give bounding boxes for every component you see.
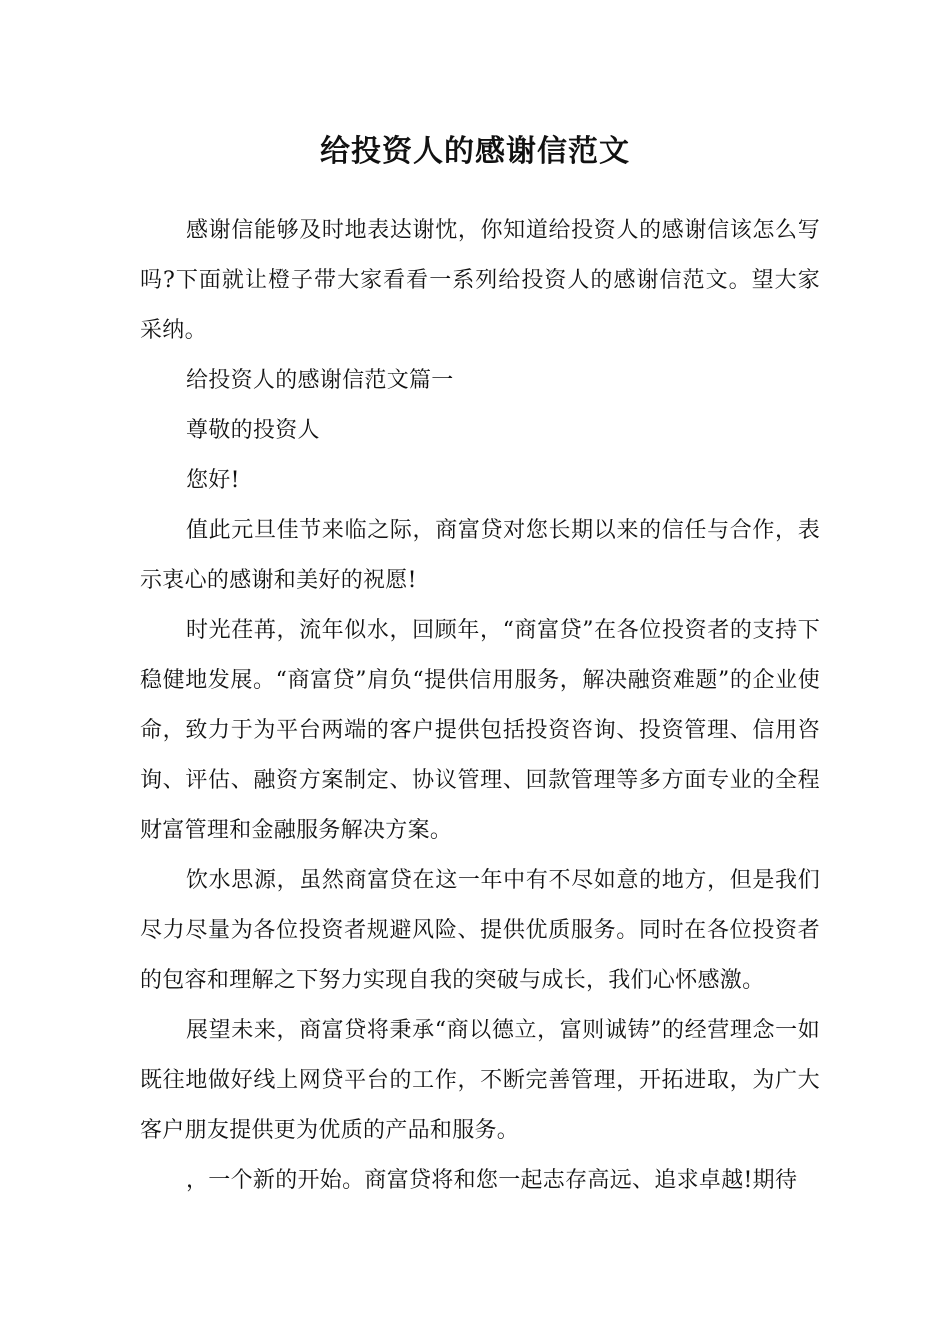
paragraph-salutation: 尊敬的投资人 (186, 418, 320, 443)
paragraph-greeting: 您好! (186, 468, 240, 493)
paragraph-review: 时光荏苒，流年似水，回顾年，“商富贷”在各位投资者的支持下稳健地发展。“商富贷”肩负“提供信用服务，解决融资难题”的企业使命，致力于为平台两端的客户提供包括投资咨询、投资管理、信用咨询、评估、融资方案制定、协议管理、回款管理等多方面专业的全程财富管理和金融服务解决方案。 (140, 618, 820, 843)
document-body (140, 206, 820, 1206)
paragraph-intro: 感谢信能够及时地表达谢忱，你知道给投资人的感谢信该怎么写吗?下面就让橙子带大家看看一系列给投资人的感谢信范文。望大家采纳。 (140, 218, 820, 343)
paragraph-new-beginning: ，一个新的开始。商富贷将和您一起志存高远、追求卓越!期待 (186, 1168, 798, 1193)
paragraph-gratitude: 饮水思源，虽然商富贷在这一年中有不尽如意的地方，但是我们尽力尽量为各位投资者规避风险、提供优质服务。同时在各位投资者的包容和理解之下努力实现自我的突破与成长，我们心怀感激。 (140, 868, 820, 993)
paragraph-section-heading: 给投资人的感谢信范文篇一 (186, 368, 454, 393)
document-title: 给投资人的感谢信范文 (320, 134, 630, 169)
paragraph-holiday-thanks: 值此元旦佳节来临之际，商富贷对您长期以来的信任与合作，表示衷心的感谢和美好的祝愿! (140, 518, 820, 593)
paragraph-outlook: 展望未来，商富贷将秉承“商以德立，富则诚铸”的经营理念一如既往地做好线上网贷平台的工作，不断完善管理，开拓进取，为广大客户朋友提供更为优质的产品和服务。 (140, 1018, 820, 1143)
